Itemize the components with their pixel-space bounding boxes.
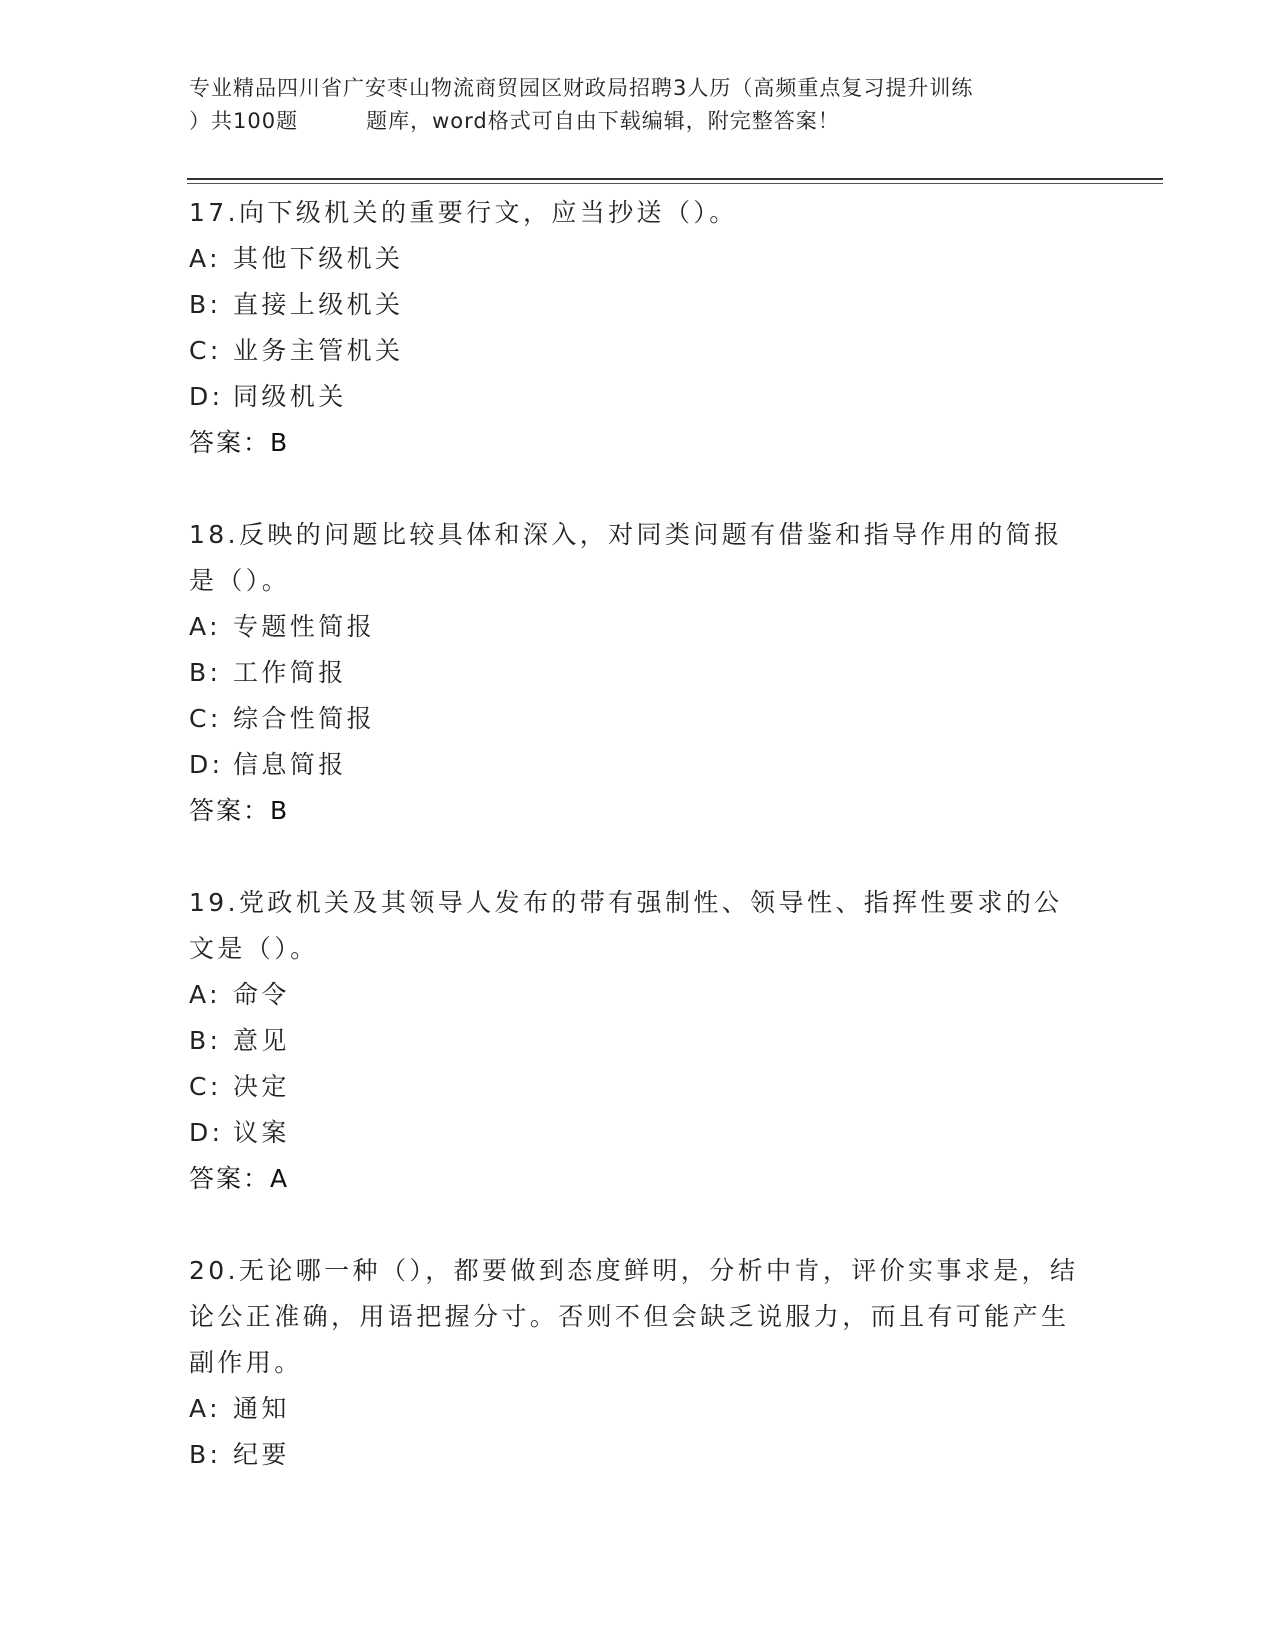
option-text: 综合性简报 (233, 704, 376, 733)
option-key: B: (189, 658, 222, 687)
answer-line: 答案：B (189, 796, 290, 825)
header-title-line-2-right: 题库，word格式可自由下载编辑，附完整答案！ (366, 109, 840, 133)
question-19 (189, 880, 1089, 1202)
option-key: A: (189, 244, 221, 273)
option-text: 专题性简报 (233, 612, 376, 641)
option-key: B: (189, 290, 222, 319)
option-key: D: (189, 382, 224, 411)
question-17 (189, 190, 1089, 466)
option-text: 议案 (233, 1118, 290, 1147)
option-text: 信息简报 (233, 750, 347, 779)
option-a (189, 972, 1089, 1018)
header-divider-thin (187, 183, 1163, 184)
option-text: 命令 (233, 980, 290, 1009)
option-key: C: (189, 336, 222, 365)
option-key: A: (189, 980, 221, 1009)
option-key: A: (189, 612, 221, 641)
option-text: 其他下级机关 (233, 244, 404, 273)
answer-line: 答案：A (189, 1164, 290, 1193)
option-text: 同级机关 (233, 382, 347, 411)
option-key: C: (189, 704, 222, 733)
option-c (189, 696, 1089, 742)
header-title-line-1: 专业精品四川省广安枣山物流商贸园区财政局招聘3人历（高频重点复习提升训练 (189, 76, 974, 100)
option-c (189, 328, 1089, 374)
option-text: 通知 (233, 1394, 290, 1423)
option-key: D: (189, 1118, 224, 1147)
option-d (189, 1110, 1089, 1156)
option-b (189, 282, 1089, 328)
option-a (189, 236, 1089, 282)
question-stem: 17.向下级机关的重要行文，应当抄送（）。 (189, 198, 738, 227)
option-b (189, 650, 1089, 696)
option-a (189, 604, 1089, 650)
header-title-line-2-left: ）共100题 (189, 109, 299, 133)
header-divider-thick (187, 178, 1163, 180)
option-text: 决定 (233, 1072, 290, 1101)
answer-line: 答案：B (189, 428, 290, 457)
option-key: B: (189, 1026, 222, 1055)
option-key: D: (189, 750, 224, 779)
option-b (189, 1018, 1089, 1064)
question-stem: 20.无论哪一种（），都要做到态度鲜明，分析中肯，评价实事求是，结论公正准确，用语把握分寸。否则不但会缺乏说服力，而且有可能产生副作用。 (189, 1256, 1079, 1377)
option-text: 业务主管机关 (233, 336, 404, 365)
option-key: A: (189, 1394, 221, 1423)
option-text: 直接上级机关 (233, 290, 404, 319)
option-d (189, 374, 1089, 420)
question-20 (189, 1248, 1089, 1478)
question-stem: 19.党政机关及其领导人发布的带有强制性、领导性、指挥性要求的公文是（）。 (189, 888, 1063, 963)
option-b (189, 1432, 1089, 1478)
question-stem: 18.反映的问题比较具体和深入，对同类问题有借鉴和指导作用的简报是（）。 (189, 520, 1063, 595)
option-text: 纪要 (233, 1440, 290, 1469)
option-a (189, 1386, 1089, 1432)
option-d (189, 742, 1089, 788)
header-title-line-2 (189, 105, 1089, 138)
document-header (189, 72, 1089, 138)
question-list (189, 190, 1089, 1524)
option-c (189, 1064, 1089, 1110)
option-text: 意见 (233, 1026, 290, 1055)
option-key: B: (189, 1440, 222, 1469)
question-18 (189, 512, 1089, 834)
option-key: C: (189, 1072, 222, 1101)
option-text: 工作简报 (233, 658, 347, 687)
